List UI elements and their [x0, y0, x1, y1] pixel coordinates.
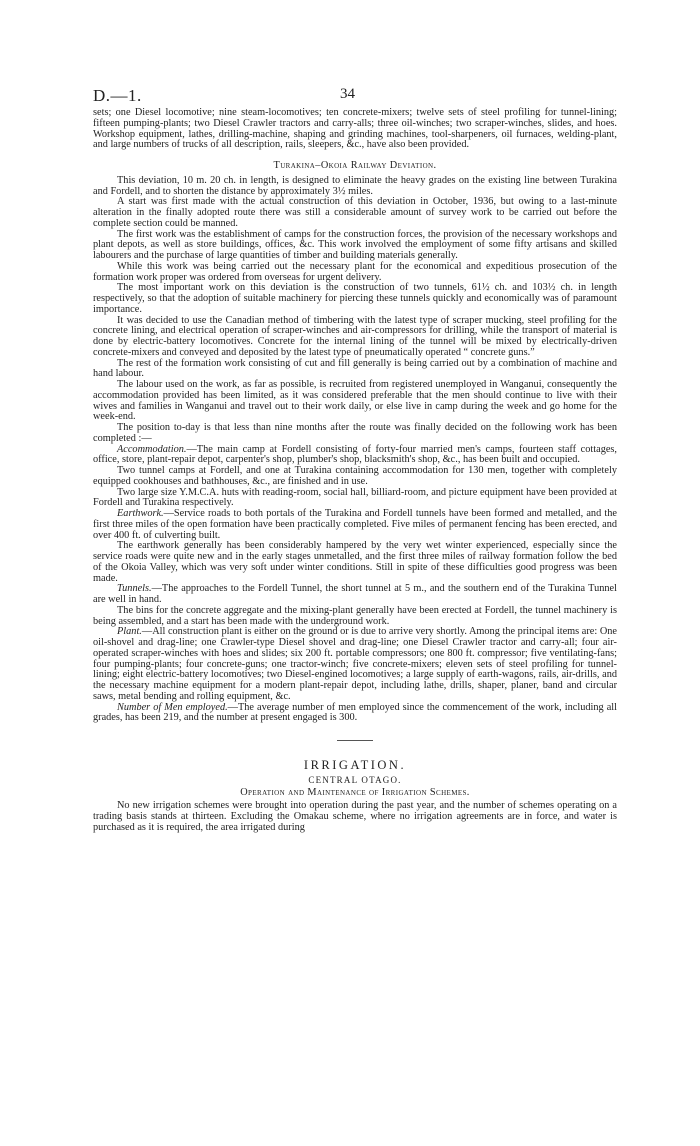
- section-heading-turakina: Turakina–Okoia Railway Deviation.: [273, 160, 437, 171]
- paragraph: The rest of the formation work consisting of cut and fill generally is being carried out by a combination of machine and hand labour.: [93, 357, 617, 380]
- men-employed-label: Number of Men employed.: [117, 701, 228, 713]
- irrigation-heading: IRRIGATION.: [303, 758, 407, 772]
- paragraph: The most important work on this deviation is the construction of two tunnels, 61½ ch. and 103½ ch. in length respectively, so that the adoption of suitable machinery for piercing these tunnels quickly and economically was of paramount importance.: [93, 282, 617, 315]
- intro-paragraph: sets; one Diesel locomotive; nine steam-locomotives; ten concrete-mixers; twelve sets of steel profiling for tunnel-lining; fifteen pumping-plants; two Diesel Crawler tractors and carry-alls; three oil-winches; two scraper-winches, slides, and hoes. Workshop equipment, lathes, drilling-machine, shaping and grinding machines, tool-sharpeners, oil furnaces, welding-plant, and large numbers of trucks of all description, rails, sleepers, &c., have also been provided.: [93, 107, 617, 151]
- accommodation-text: —The main camp at Fordell consisting of forty-four married men's camps, fourteen staff cottages, office, store, plant-repair depot, carpenter's shop, plumber's shop, blacksmith's shop, &c., has been built and occupied.: [93, 443, 617, 466]
- central-otago-subheading: CENTRAL OTAGO.: [308, 774, 402, 785]
- section-divider: [93, 724, 617, 760]
- paragraph: The bins for the concrete aggregate and the mixing-plant generally have been erected at Fordell, the tunnel machinery is being assembled, and a start has been made with the underground work.: [93, 604, 617, 627]
- paragraph: While this work was being carried out the necessary plant for the economical and expeditious prosecution of the formation work proper was ordered from overseas for urgent delivery.: [93, 260, 617, 283]
- tunnels-label: Tunnels.: [117, 583, 152, 595]
- irrigation-paragraph: No new irrigation schemes were brought into operation during the past year, and the number of schemes operating on a trading basis stands at thirteen. Excluding the Omakau scheme, where no irrigation agreements are in force, and water is purchased as it is required, the area irrigated during: [93, 800, 617, 833]
- paragraph: The earthwork generally has been considerably hampered by the very wet winter experienced, especially since the service roads were quite new and in the early stages unmetalled, and the first three miles of railway formation follow the bed of the Okoia Valley, which was very soft under winter conditions. Still in spite of these difficulties good progress was been made.: [93, 540, 617, 584]
- accommodation-paragraph: [93, 445, 617, 467]
- plant-paragraph: [93, 627, 617, 702]
- divider-rule: [337, 740, 373, 741]
- paragraph: The labour used on the work, as far as possible, is recruited from registered unemployed in Wanganui, consequently the accommodation provided has been limited, as it was considered preferable that the men should continue to live with their wives and families in Wanganui and travel out to their work daily, or else live in camp during the week and go home for the week-end.: [93, 379, 617, 423]
- paragraph: This deviation, 10 m. 20 ch. in length, is designed to eliminate the heavy grades on the existing line between Turakina and Fordell, and to shorten the distance by approximately 3½ miles.: [93, 174, 617, 197]
- paragraph: Two large size Y.M.C.A. huts with reading-room, social hall, billiard-room, and picture equipment have been provided at Fordell and Turakina respectively.: [93, 486, 617, 509]
- page-number: 34: [340, 86, 355, 102]
- operation-maintenance-heading: Operation and Maintenance of Irrigation Schemes.: [240, 786, 470, 798]
- paragraph: Two tunnel camps at Fordell, and one at Turakina containing accommodation for 130 men, together with completely equipped cookhouses and bathhouses, &c., are finished and in use.: [93, 465, 617, 487]
- earthwork-text: —Service roads to both portals of the Turakina and Fordell tunnels have been formed and metalled, and the first three miles of the open formation have been practically completed. Five miles of permanent fencing has been erected, and over 400 ft. of culverting built.: [93, 508, 617, 541]
- paragraph: The first work was the establishment of camps for the construction forces, the provision of the necessary workshops and plant depots, as well as store buildings, offices, &c. This work involved the employment of some fifty artisans and skilled labourers and the purchase of large quantities of timber and building materials generally.: [93, 228, 617, 261]
- paragraph: The position to-day is that less than nine months after the route was finally decided on the following work has been completed :—: [93, 422, 617, 444]
- paragraph: It was decided to use the Canadian method of timbering with the latest type of scraper mucking, steel profiling for the concrete lining, and electrical operation of scraper-winches and air-compressors for drilling, while the transport of material is done by electric-battery locomotives. Concrete for the internal lining of the tunnel will be mixed by electrically-driven concrete-mixers and conveyed and deposited by the latest type of pneumatically operated “ concrete guns.”: [93, 314, 617, 358]
- paragraph: A start was first made with the actual construction of this deviation in October, 1936, but owing to a last-minute alteration in the finally adopted route there was still a considerable amount of survey work to be carried out before the complete section could be manned.: [93, 196, 617, 229]
- plant-text: —All construction plant is either on the ground or is due to arrive very shortly. Among the principal items are: One oil-shovel and drag-line; one Crawler-type Diesel shovel and drag-line; one Diesel Crawler tractor and carry-all; four air-operated scraper-winches with hoes and slides; six 200 ft. portable compressors; one 800 ft. compressor; five ventilating-fans; four pumping-plants; four concrete-guns; one tractor-winch; five concrete-mixers; eleven sets of steel profiling for tunnel-lining; eight electric-battery locomotives; two Diesel-engined locomotives; a large supply of earth-wagons, rails, air-drills, and the necessary machine equipment for a modern plant-repair depot, including lathe, drills, shaper, planer, band and circular saws, metal bending and rolling equipment, &c.: [93, 626, 617, 702]
- plant-label: Plant.: [117, 626, 142, 638]
- earthwork-label: Earthwork.: [117, 508, 164, 519]
- men-employed-paragraph: [93, 703, 617, 725]
- tunnels-text: —The approaches to the Fordell Tunnel, the short tunnel at 5 m., and the southern end of the Turakina Tunnel are well in hand.: [93, 583, 617, 605]
- tunnels-paragraph: [93, 584, 617, 606]
- page-body: [93, 108, 617, 834]
- document-code: D.—1.: [93, 86, 142, 105]
- earthwork-paragraph: [93, 509, 617, 541]
- accommodation-label: Accommodation.: [117, 443, 187, 455]
- men-employed-text: —The average number of men employed since the commencement of the work, including all grades, has been 219, and the number at present engaged is 300.: [93, 701, 617, 724]
